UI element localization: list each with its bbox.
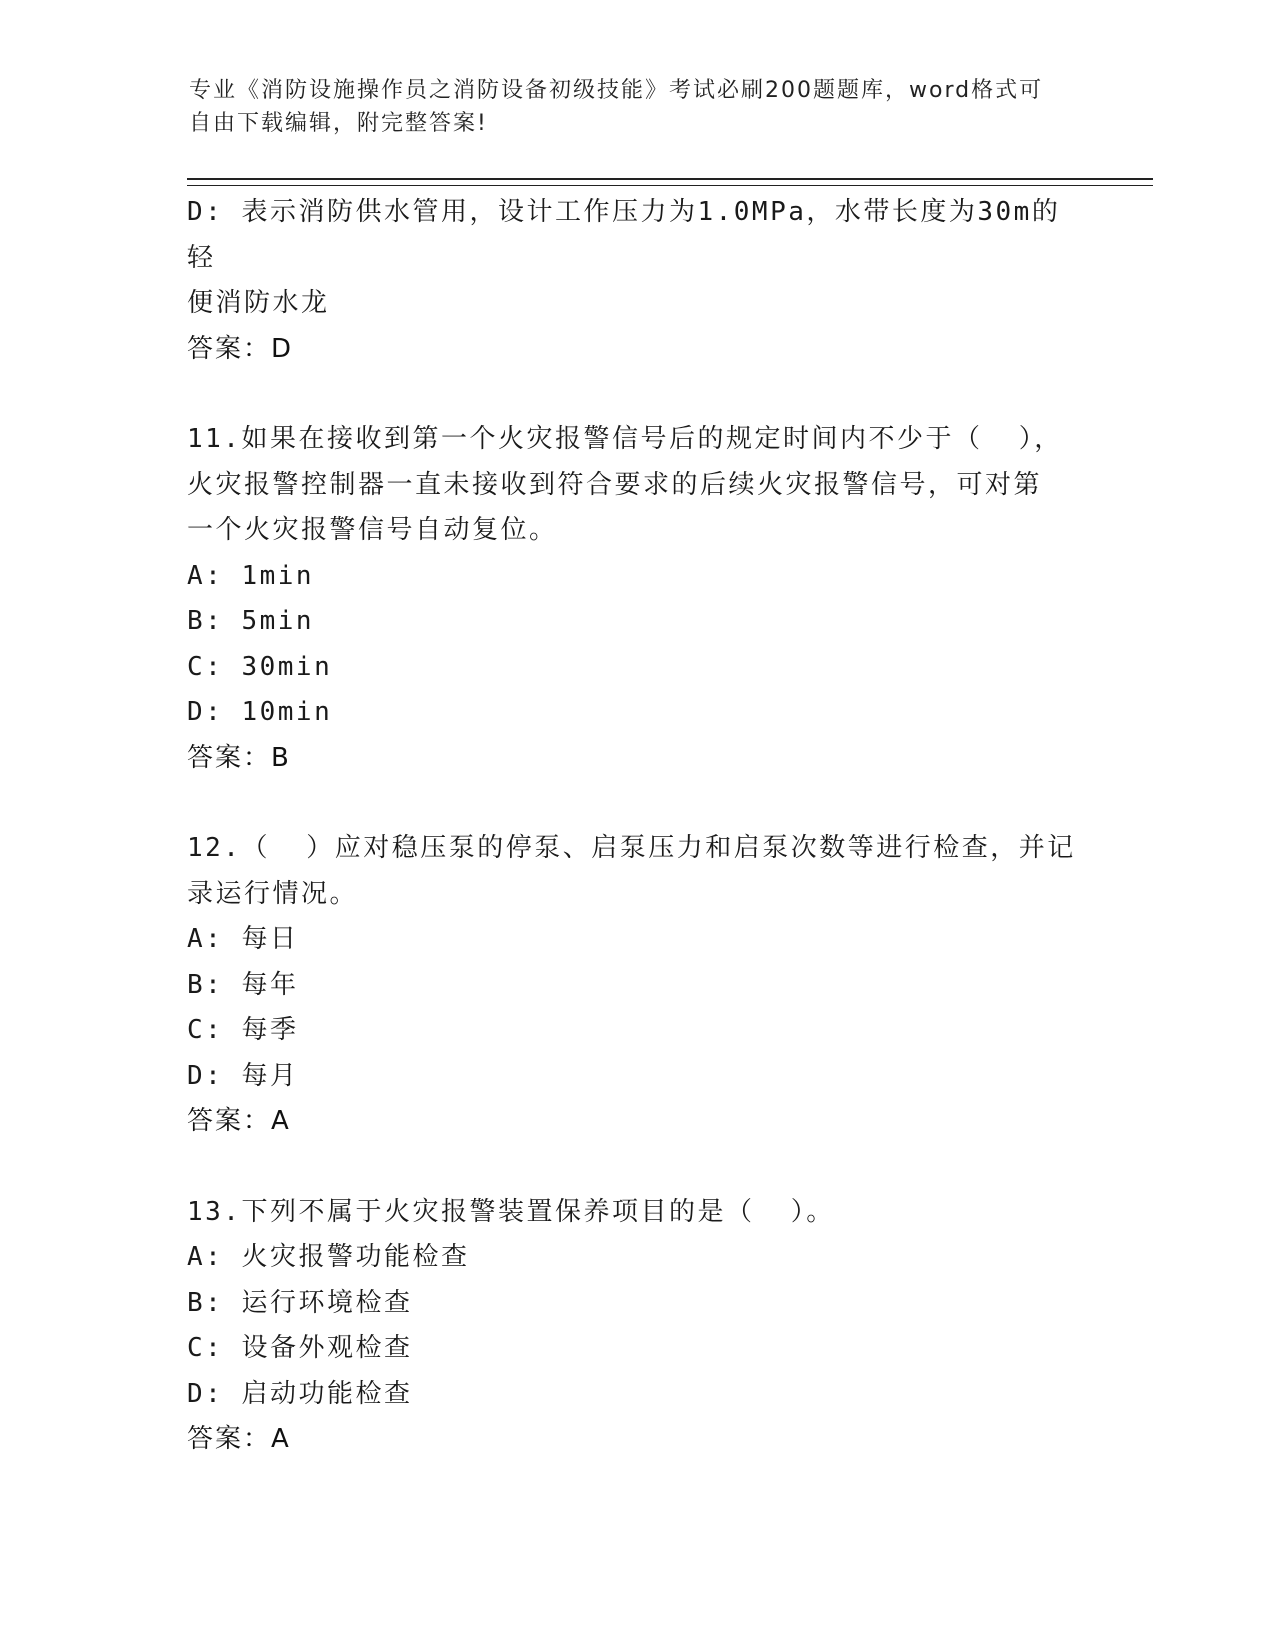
option-b: B: 5min <box>187 606 315 636</box>
option-d-line-2: 便消防水龙 <box>187 288 330 318</box>
question-text-line-3: 一个火灾报警信号自动复位。 <box>187 515 558 545</box>
document-header <box>189 74 1089 140</box>
option-a: A: 1min <box>187 560 315 591</box>
answer-line: 答案：A <box>187 1424 291 1454</box>
option-a: A: 每日 <box>187 924 299 954</box>
option-d: D: 启动功能检查 <box>187 1378 413 1409</box>
spacer <box>187 1145 1087 1190</box>
option-a: A: 火灾报警功能检查 <box>187 1242 470 1272</box>
question-text-line-2: 录运行情况。 <box>187 878 359 909</box>
option-d: D: 每月 <box>187 1060 299 1091</box>
document-content <box>187 190 1087 1463</box>
header-title-line-1: 专业《消防设施操作员之消防设备初级技能》考试必刷200题题库，word格式可 <box>189 78 1044 103</box>
header-divider <box>187 178 1153 186</box>
answer-line: 答案：A <box>187 1106 291 1136</box>
option-c: C: 30min <box>187 651 333 682</box>
option-d-line-1: D: 表示消防供水管用，设计工作压力为1.0MPa，水带长度为30m的轻 <box>187 197 1061 273</box>
previous-question-tail <box>187 190 1087 372</box>
option-b: B: 运行环境检查 <box>187 1287 413 1318</box>
question-11 <box>187 417 1087 781</box>
answer-line: 答案：D <box>187 333 294 364</box>
question-text-line-2: 火灾报警控制器一直未接收到符合要求的后续火灾报警信号，可对第 <box>187 469 1043 500</box>
option-b: B: 每年 <box>187 969 299 1000</box>
question-13 <box>187 1190 1087 1463</box>
option-d: D: 10min <box>187 697 333 727</box>
question-text-line-1: 12.（ ）应对稳压泵的停泵、启泵压力和启泵次数等进行检查，并记 <box>187 833 1076 863</box>
option-c: C: 设备外观检查 <box>187 1333 413 1363</box>
answer-line: 答案：B <box>187 742 291 773</box>
question-text-line-1: 11.如果在接收到第一个火灾报警信号后的规定时间内不少于（ ）， <box>187 424 1063 454</box>
question-text-line-1: 13.下列不属于火灾报警装置保养项目的是（ ）。 <box>187 1196 835 1227</box>
option-c: C: 每季 <box>187 1015 299 1045</box>
spacer <box>187 781 1087 826</box>
question-12 <box>187 826 1087 1145</box>
spacer <box>187 372 1087 417</box>
header-title-line-2: 自由下载编辑，附完整答案! <box>189 111 488 136</box>
